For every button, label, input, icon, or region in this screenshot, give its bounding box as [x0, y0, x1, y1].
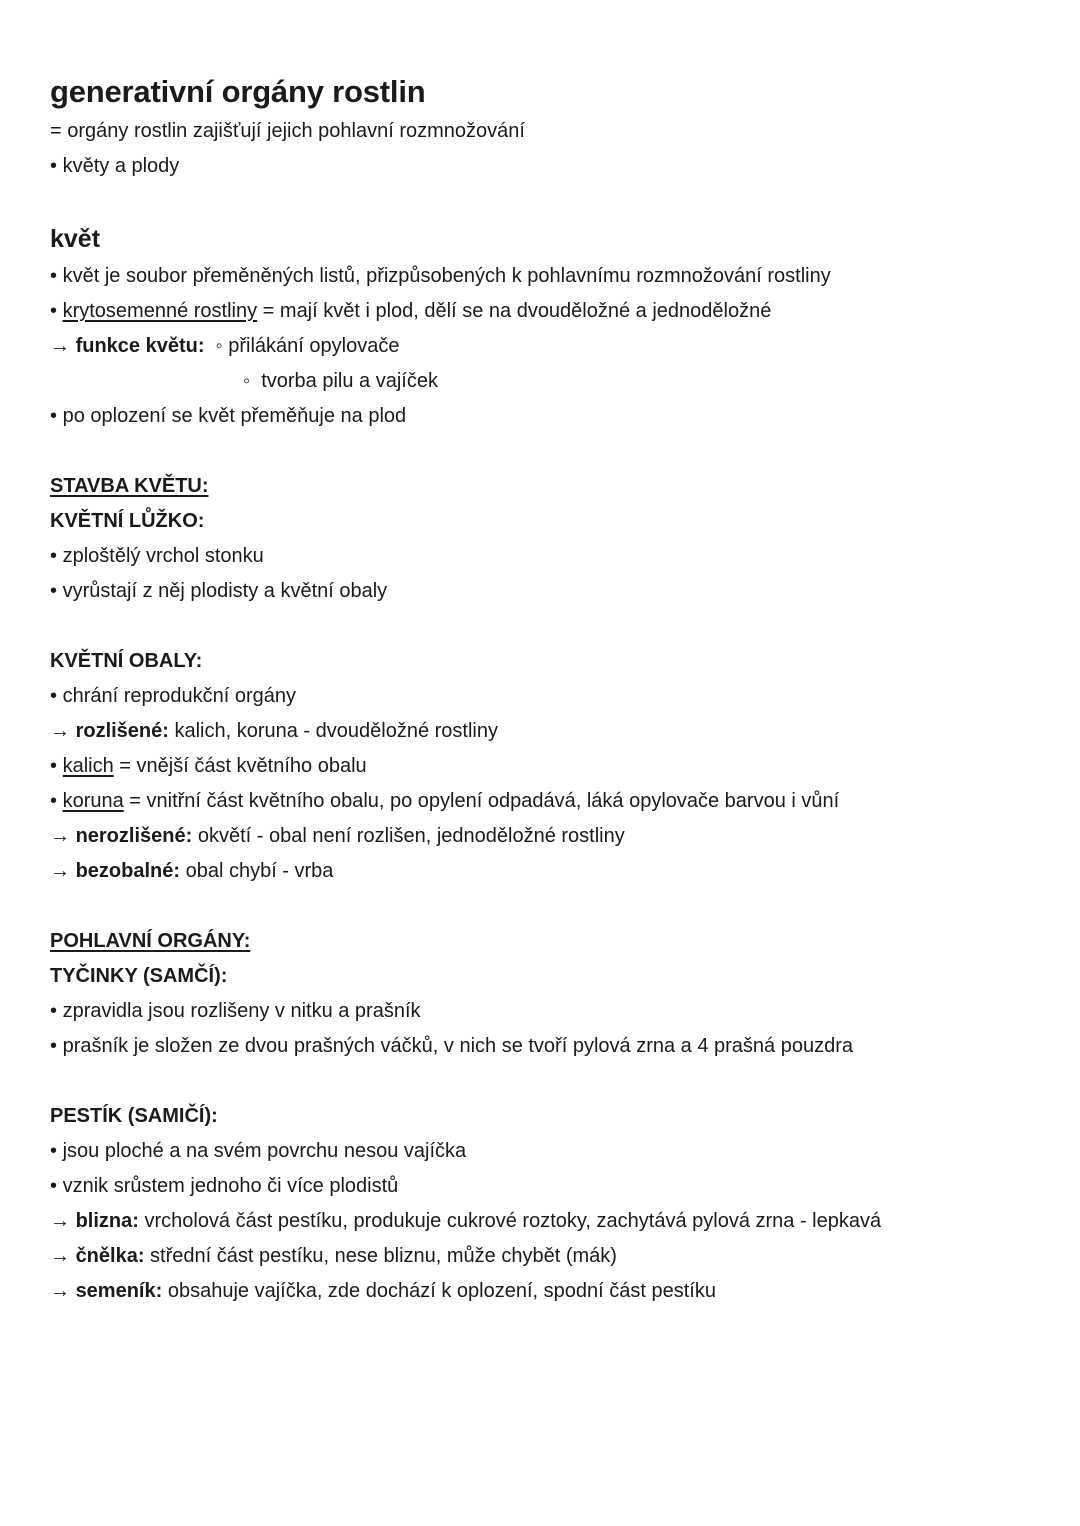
- text-segment: květ: [50, 225, 101, 253]
- text-segment: POHLAVNÍ ORGÁNY:: [50, 930, 251, 952]
- arrow-marker: →: [50, 1245, 70, 1267]
- text-segment: STAVBA KVĚTU:: [50, 475, 209, 497]
- arrow-line: [50, 854, 1040, 889]
- text-segment: blizna:: [75, 1210, 139, 1232]
- arrow-marker: →: [50, 1210, 70, 1232]
- spacer: [50, 609, 1040, 644]
- arrow-line: [50, 329, 1040, 364]
- arrow-marker: →: [50, 825, 70, 847]
- text-segment: obsahuje vajíčka, zde dochází k oplození, spodní část pestíku: [162, 1280, 716, 1302]
- spacer: [50, 184, 1040, 219]
- text-segment: obal chybí - vrba: [180, 860, 334, 882]
- bullet-line: [50, 1134, 1040, 1169]
- bullet-line: [50, 294, 1040, 329]
- bullet-line: [50, 679, 1040, 714]
- document-body: [50, 70, 1040, 1309]
- text-segment: okvětí - obal není rozlišen, jednoděložné rostliny: [192, 825, 625, 847]
- text-segment: vyrůstají z něj plodisty a květní obaly: [62, 580, 388, 602]
- text-segment: bezobalné:: [75, 860, 181, 882]
- text-segment: = mají květ i plod, dělí se na dvouděložné a jednoděložné: [257, 300, 772, 322]
- text-segment: ◦ přilákání opylovače: [204, 335, 400, 357]
- arrow-line: [50, 714, 1040, 749]
- text-segment: vznik srůstem jednoho či více plodistů: [62, 1175, 399, 1197]
- bullet-marker: •: [50, 685, 58, 707]
- text-segment: prašník je složen ze dvou prašných váčků, v nich se tvoří pylová zrna a 4 prašná pouzdra: [62, 1035, 853, 1057]
- text-segment: koruna: [62, 790, 124, 812]
- bullet-marker: •: [50, 300, 58, 322]
- arrow-marker: →: [50, 1280, 70, 1302]
- bullet-marker: •: [50, 1000, 58, 1022]
- spacer: [50, 889, 1040, 924]
- text-segment: krytosemenné rostliny: [62, 300, 258, 322]
- bullet-marker: •: [50, 790, 58, 812]
- bullet-line: [50, 149, 1040, 184]
- bullet-marker: •: [50, 405, 58, 427]
- text-segment: kalich, koruna - dvouděložné rostliny: [168, 720, 498, 742]
- text-segment: květ je soubor přeměněných listů, přizpůsobených k pohlavnímu rozmnožování rostliny: [62, 265, 831, 287]
- text-segment: zpravidla jsou rozlišeny v nitku a prašník: [62, 1000, 421, 1022]
- text-segment: zploštělý vrchol stonku: [62, 545, 264, 567]
- bullet-line: [50, 784, 1040, 819]
- bullet-marker: •: [50, 545, 58, 567]
- bullet-line: [50, 539, 1040, 574]
- text-segment: chrání reprodukční orgány: [62, 685, 297, 707]
- bullet-marker: •: [50, 1175, 58, 1197]
- arrow-marker: →: [50, 335, 70, 357]
- page-title: [50, 70, 1040, 114]
- text-segment: = vnější část květního obalu: [113, 755, 367, 777]
- bullet-line: [50, 1029, 1040, 1064]
- arrow-marker: →: [50, 860, 70, 882]
- bullet-marker: •: [50, 265, 58, 287]
- subsection-heading-kvetni-luzko: [50, 504, 1040, 539]
- bullet-line: [50, 1169, 1040, 1204]
- text-segment: KVĚTNÍ LŮŽKO:: [50, 510, 205, 532]
- spacer: [50, 434, 1040, 469]
- bullet-marker: •: [50, 155, 58, 177]
- definition-line: [50, 114, 1040, 149]
- subsection-heading-pestik: [50, 1099, 1040, 1134]
- text-segment: čnělka:: [75, 1245, 145, 1267]
- bullet-marker: •: [50, 755, 58, 777]
- text-segment: PESTÍK (SAMIČÍ):: [50, 1105, 218, 1127]
- text-segment: generativní orgány rostlin: [50, 74, 426, 109]
- bullet-line: [50, 749, 1040, 784]
- text-segment: KVĚTNÍ OBALY:: [50, 650, 203, 672]
- sub-bullet-line: [50, 364, 1040, 399]
- text-segment: jsou ploché a na svém povrchu nesou vajíčka: [62, 1140, 467, 1162]
- bullet-line: [50, 399, 1040, 434]
- text-segment: vrcholová část pestíku, produkuje cukrové roztoky, zachytává pylová zrna - lepkavá: [138, 1210, 882, 1232]
- section-heading-stavba-kvetu: [50, 469, 1040, 504]
- subsection-heading-tycinky: [50, 959, 1040, 994]
- bullet-line: [50, 259, 1040, 294]
- text-segment: střední část pestíku, nese bliznu, může chybět (mák): [144, 1245, 617, 1267]
- text-segment: nerozlišené:: [75, 825, 193, 847]
- bullet-line: [50, 574, 1040, 609]
- bullet-marker: •: [50, 1035, 58, 1057]
- section-heading-kvet: [50, 219, 1040, 259]
- arrow-line: [50, 1239, 1040, 1274]
- bullet-line: [50, 994, 1040, 1029]
- section-heading-pohlavni-organy: [50, 924, 1040, 959]
- spacer: [50, 1064, 1040, 1099]
- text-segment: kalich: [62, 755, 114, 777]
- text-segment: po oplození se květ přeměňuje na plod: [62, 405, 407, 427]
- text-segment: květy a plody: [62, 155, 180, 177]
- text-segment: semeník:: [75, 1280, 163, 1302]
- text-segment: funkce květu:: [75, 335, 205, 357]
- arrow-line: [50, 819, 1040, 854]
- text-segment: = vnitřní část květního obalu, po opylení odpadává, láká opylovače barvou i vůní: [123, 790, 840, 812]
- arrow-line: [50, 1204, 1040, 1239]
- text-segment: = orgány rostlin zajišťují jejich pohlavní rozmnožování: [50, 120, 525, 142]
- arrow-line: [50, 1274, 1040, 1309]
- text-segment: ◦ tvorba pilu a vajíček: [243, 370, 438, 392]
- arrow-marker: →: [50, 720, 70, 742]
- bullet-marker: •: [50, 580, 58, 602]
- subsection-heading-kvetni-obaly: [50, 644, 1040, 679]
- text-segment: rozlišené:: [75, 720, 169, 742]
- text-segment: TYČINKY (SAMČÍ):: [50, 965, 228, 987]
- bullet-marker: •: [50, 1140, 58, 1162]
